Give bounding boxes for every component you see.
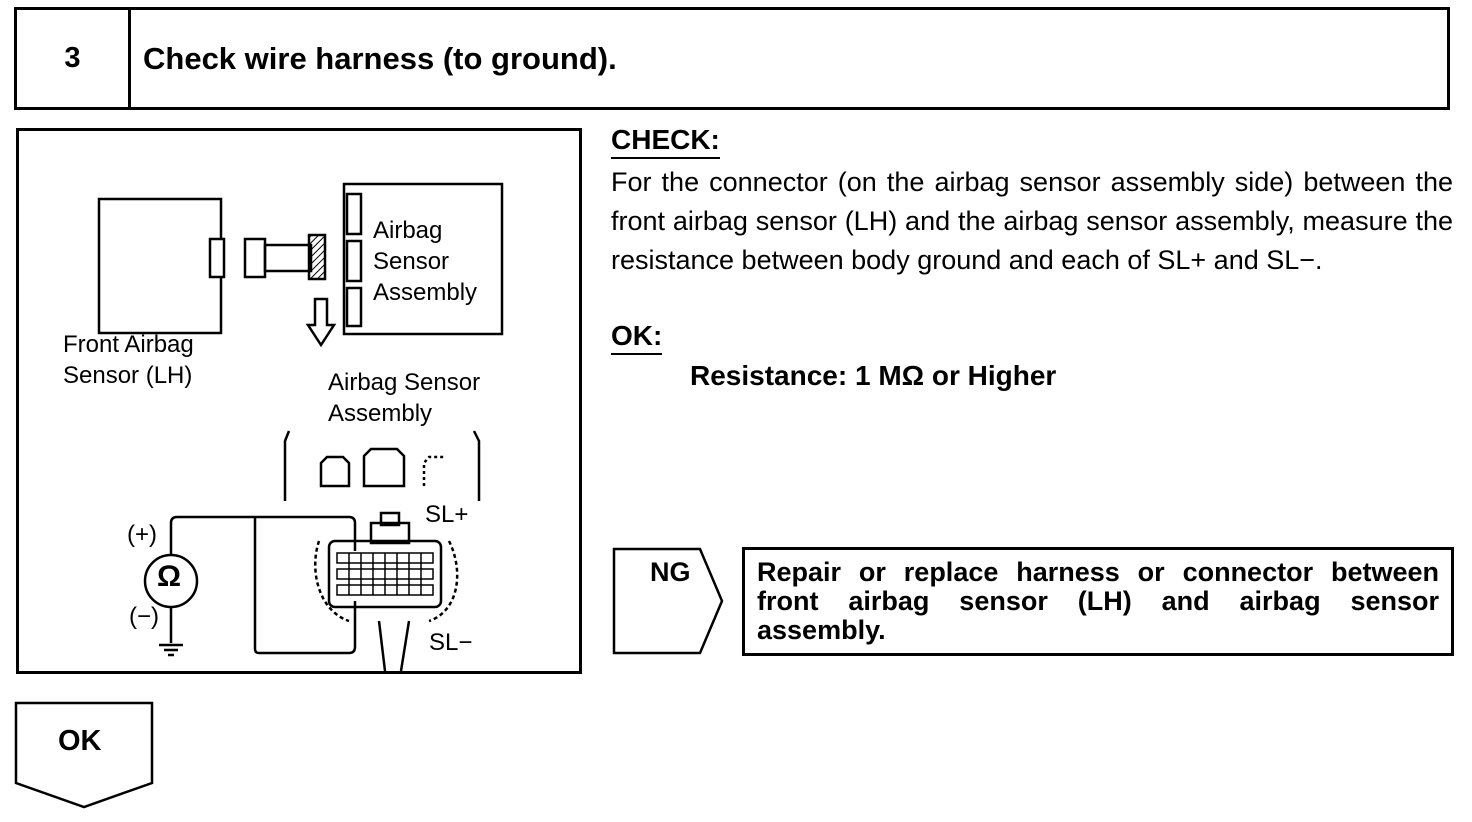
diagram-drawing [19, 131, 579, 671]
wiring-diagram [16, 128, 582, 674]
step-header [14, 7, 1450, 110]
check-body: For the connector (on the airbag sensor assembly side) between the front airbag sensor (LH) and the airbag sensor assembly, measure the resistance between body ground and each of SL+ and SL−. [611, 167, 1453, 275]
plus-label: (+) [127, 521, 157, 548]
sl-plus-label: SL+ [425, 501, 469, 528]
assembly-label-top: Airbag Sensor Assembly [373, 217, 478, 306]
step-title: Check wire harness (to ground). [143, 40, 617, 76]
ohm-symbol: Ω [157, 560, 182, 593]
ng-action-box: Repair or replace harness or connector between front airbag sensor (LH) and airbag sensor assembly. [742, 547, 1454, 656]
assembly-label-bottom: Airbag Sensor Assembly [328, 369, 481, 427]
ng-label: NG [650, 557, 691, 587]
minus-label: (−) [129, 603, 159, 630]
front-airbag-sensor-shape [99, 199, 221, 333]
front-sensor-label: Front Airbag Sensor (LH) [63, 331, 194, 389]
ok-spec: Resistance: 1 MΩ or Higher [690, 360, 1057, 391]
ok-label: OK [58, 725, 102, 757]
ok-heading: OK: [611, 320, 662, 355]
check-heading: CHECK: [611, 124, 720, 159]
sl-minus-label: SL− [429, 629, 473, 656]
step-number: 3 [17, 10, 131, 107]
